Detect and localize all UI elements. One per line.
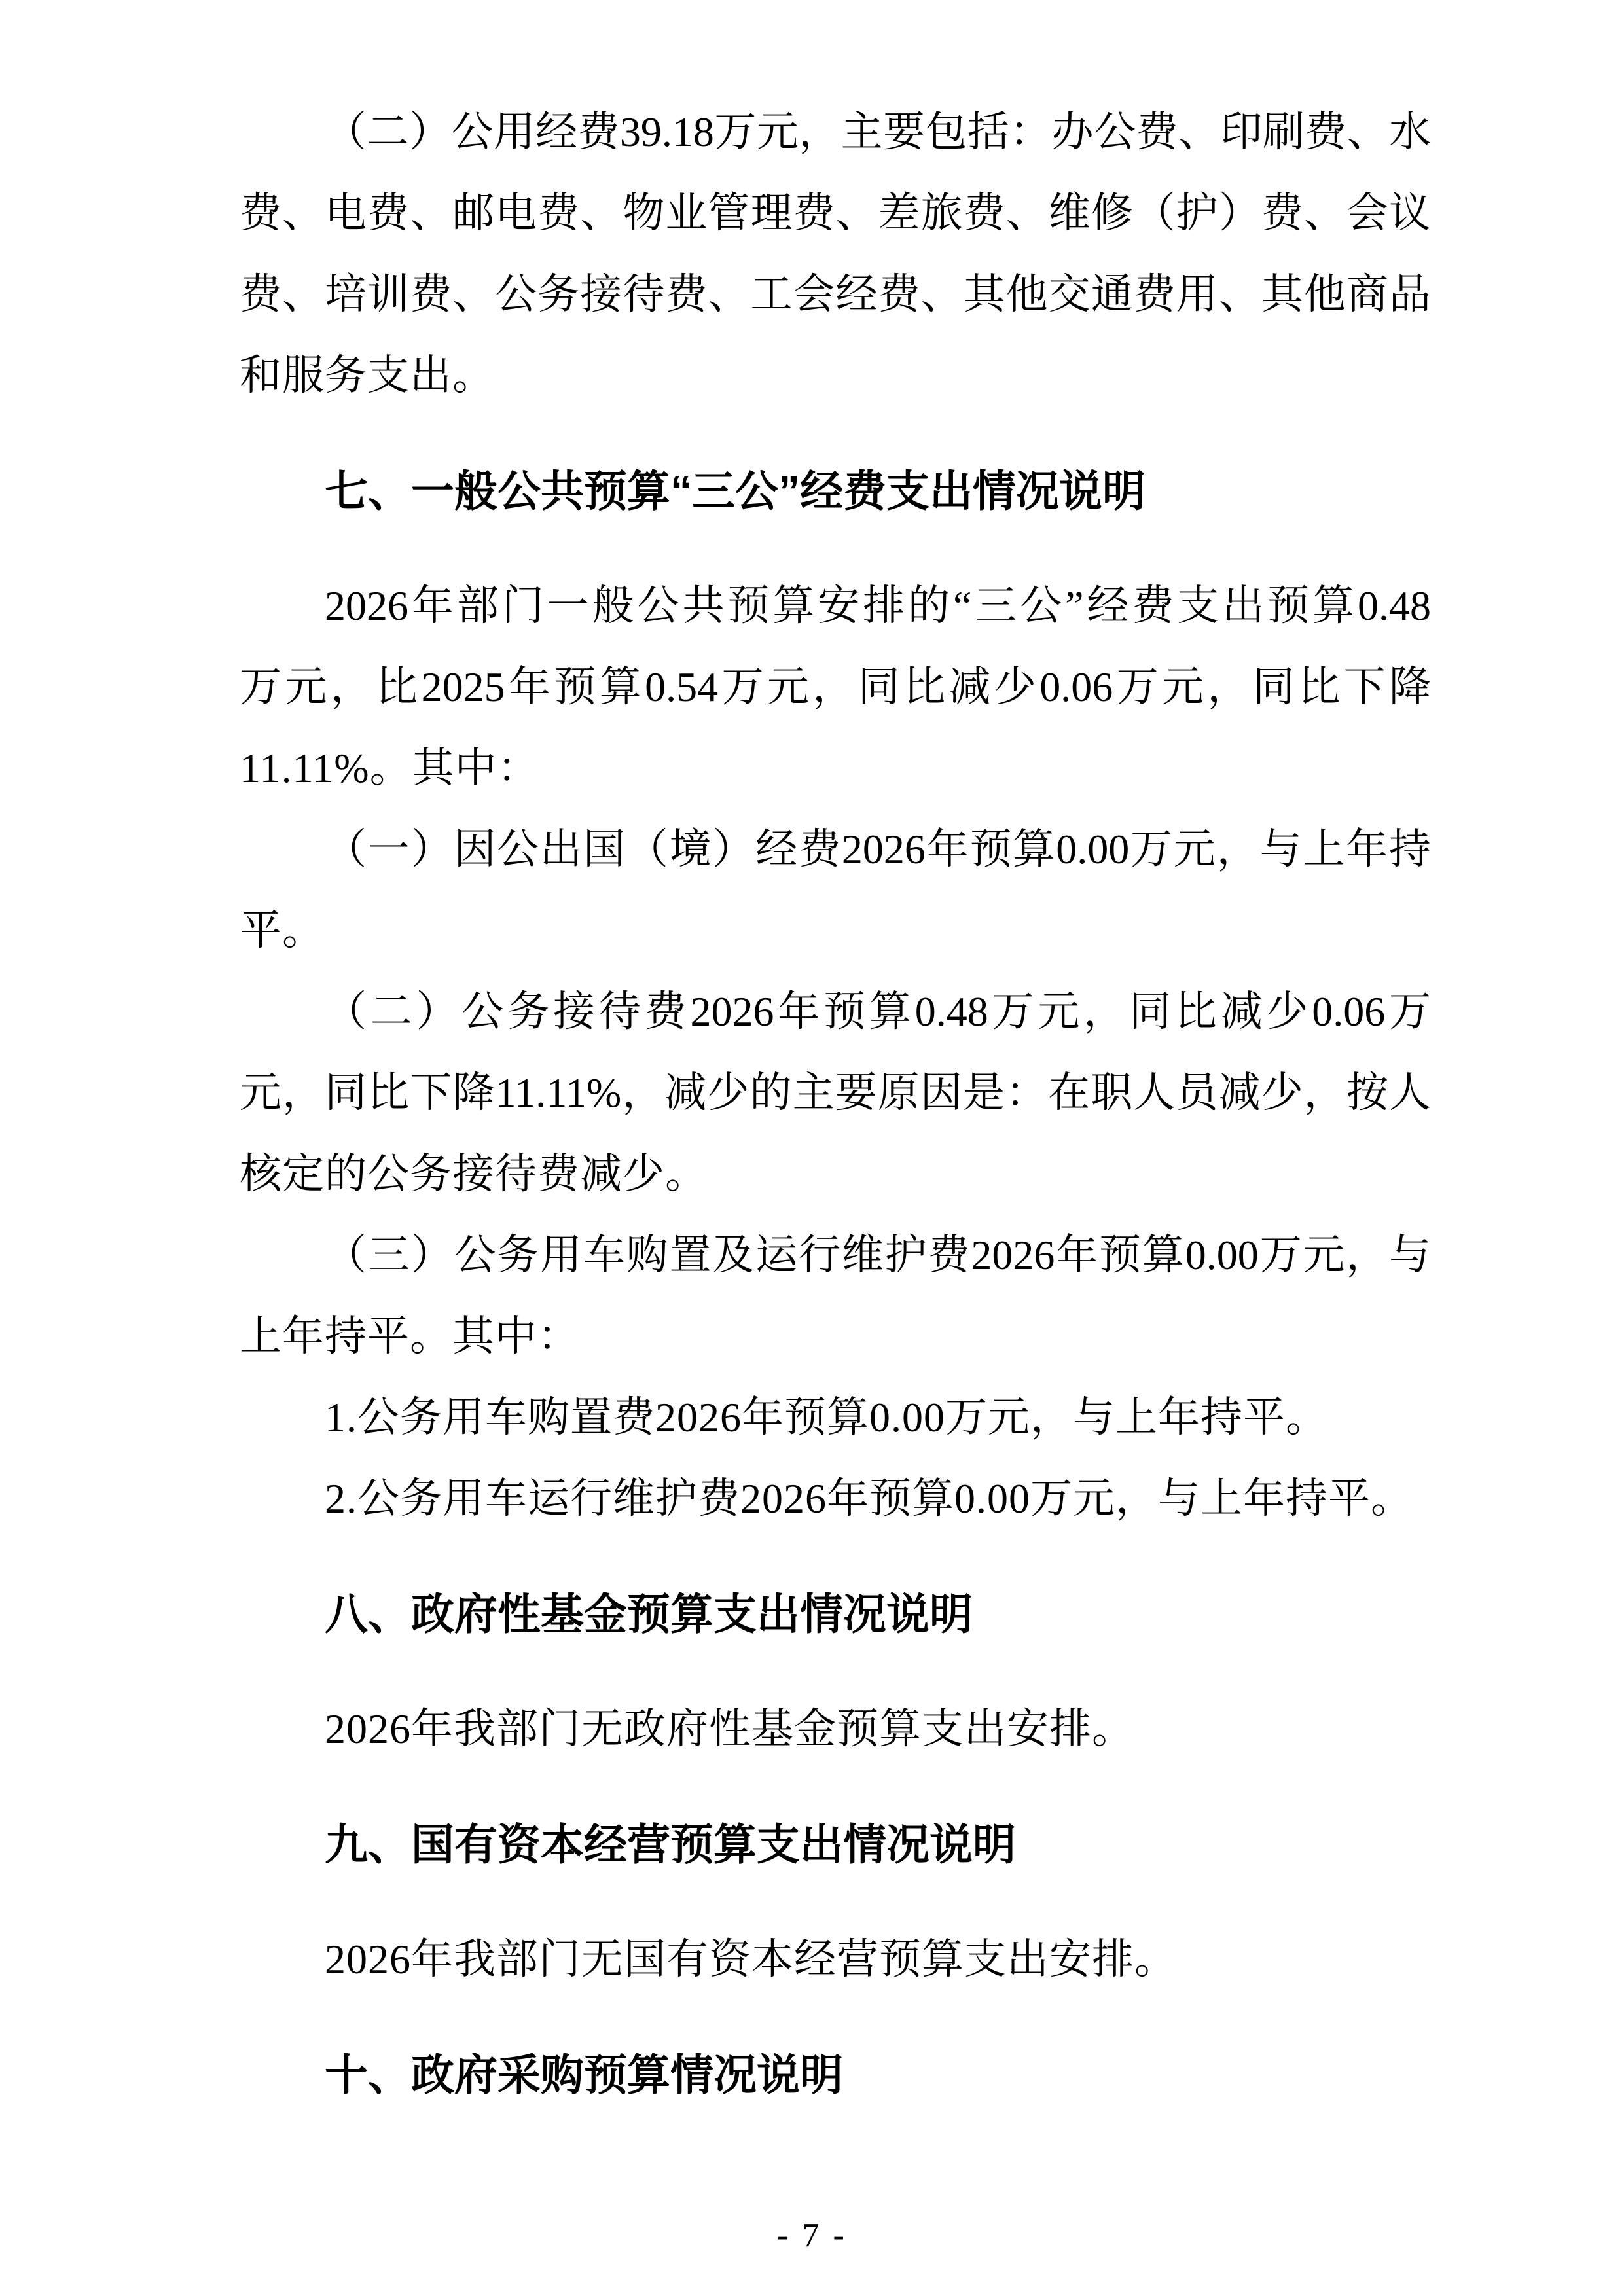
text-line: 元，同比下降11.11%，减少的主要原因是：在职人员减少，按人 (240, 1069, 1431, 1116)
document-content (240, 92, 1431, 2149)
paragraph (240, 1689, 1431, 1770)
section-heading: 十、政府采购预算情况说明 (325, 2051, 843, 2099)
section-heading: 九、国有资本经营预算支出情况说明 (325, 1820, 1016, 1869)
text-line: 费、培训费、公务接待费、工会经费、其他交通费用、其他商品 (240, 271, 1431, 317)
text-line: 和服务支出。 (240, 352, 495, 399)
text-line: （一）因公出国（境）经费2026年预算0.00万元，与上年持 (325, 826, 1431, 872)
paragraph (240, 92, 1431, 416)
text-line: 2026年我部门无政府性基金预算支出安排。 (325, 1706, 1134, 1752)
paragraph (240, 809, 1431, 971)
paragraph (240, 1215, 1431, 1377)
paragraph (240, 1377, 1431, 1458)
section-heading: 七、一般公共预算“三公”经费支出情况说明 (325, 467, 1146, 515)
text-line: （三）公务用车购置及运行维护费2026年预算0.00万元，与 (325, 1232, 1431, 1278)
text-line: 2.公务用车运行维护费2026年预算0.00万元，与上年持平。 (325, 1475, 1413, 1522)
text-line: 核定的公务接待费减少。 (240, 1151, 708, 1197)
text-line: 1.公务用车购置费2026年预算0.00万元，与上年持平。 (325, 1394, 1328, 1441)
page-number: - 7 - (777, 2217, 847, 2254)
text-line: 费、电费、邮电费、物业管理费、差旅费、维修（护）费、会议 (240, 190, 1431, 236)
text-line: 上年持平。其中： (240, 1313, 580, 1359)
paragraph (240, 565, 1431, 809)
text-line: 11.11%。其中： (240, 745, 540, 791)
paragraph (240, 1919, 1431, 2000)
text-line: 万元，比2025年预算0.54万元，同比减少0.06万元，同比下降 (240, 664, 1431, 710)
paragraph (240, 971, 1431, 1215)
paragraph (240, 1458, 1431, 1539)
text-line: 平。 (240, 907, 325, 954)
text-line: 2026年部门一般公共预算安排的“三公”经费支出预算0.48 (325, 583, 1431, 629)
text-line: （二）公用经费39.18万元，主要包括：办公费、印刷费、水 (325, 109, 1431, 155)
text-line: （二）公务接待费2026年预算0.48万元，同比减少0.06万 (325, 988, 1431, 1035)
text-line: 2026年我部门无国有资本经营预算支出安排。 (325, 1936, 1177, 1982)
section-heading: 八、政府性基金预算支出情况说明 (325, 1590, 973, 1638)
